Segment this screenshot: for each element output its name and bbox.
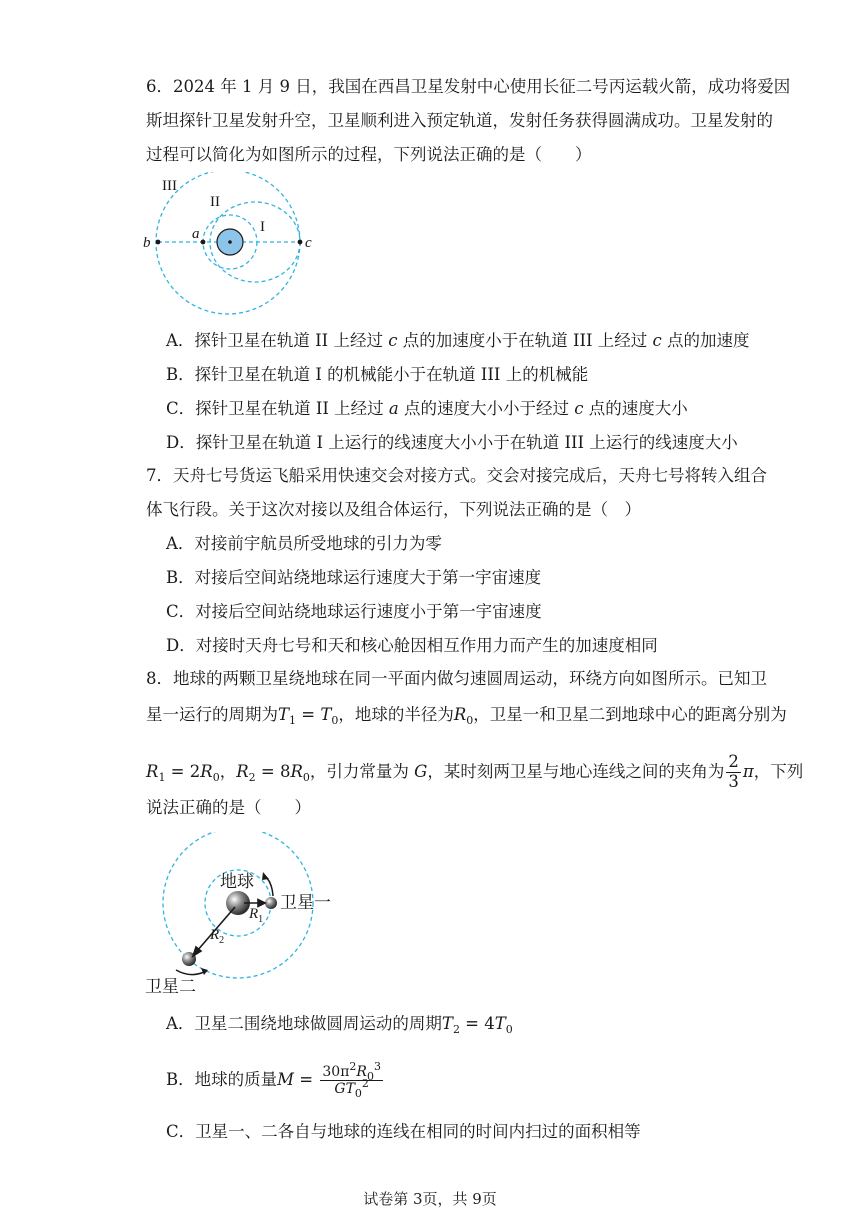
q7-option-c[interactable]: C．对接后空间站绕地球运行速度小于第一宇宙速度 <box>166 602 542 621</box>
q6-stem-line-3: 过程可以简化为如图所示的过程，下列说法正确的是（ ） <box>146 145 592 164</box>
q6-option-a[interactable]: A．探针卫星在轨道 II 上经过 c 点的加速度小于在轨道 III 上经过 c 点的加速度 <box>166 331 750 350</box>
label-sat2: 卫星二 <box>145 977 196 996</box>
sat2-direction-arrow <box>176 970 204 975</box>
label-earth: 地球 <box>220 872 254 891</box>
q6-stem-line-2: 斯坦探针卫星发射升空，卫星顺利进入预定轨道，发射任务获得圆满成功。卫星发射的 <box>146 111 773 130</box>
q8-stem-line-2: 星一运行的周期为$T_1 = T_0$，地球的半径为$R_0$，卫星一和卫星二到地球中心的距离分别为 <box>146 705 787 727</box>
angle-fraction: $\frac{2}{3}$ <box>728 752 739 791</box>
q8-option-a[interactable]: A．卫星二围绕地球做圆周运动的周期$T_2 = 4T_0$ <box>166 1014 513 1036</box>
q8-option-c[interactable]: C．卫星一、二各自与地球的连线在相同的时间内扫过的面积相等 <box>166 1122 641 1141</box>
label-point-a: a <box>192 226 200 242</box>
q6-option-d[interactable]: D．探针卫星在轨道 I 上运行的线速度大小小于在轨道 III 上运行的线速度大小 <box>166 433 738 452</box>
label-orbit-i: I <box>260 219 265 235</box>
point-a <box>201 240 206 245</box>
point-b <box>156 240 161 245</box>
q8-option-b[interactable]: B．地球的质量M = $\frac{30\pi^2R_0^3}{GT_0^2}$ <box>166 1059 381 1100</box>
page-footer: 试卷第 3页，共 9页 <box>363 1190 497 1208</box>
label-sat1: 卫星一 <box>280 893 331 912</box>
point-c <box>298 240 303 245</box>
label-r1: $R_1$ <box>249 906 264 925</box>
q6-option-c[interactable]: C．探针卫星在轨道 II 上经过 a 点的速度大小小于经过 c 点的速度大小 <box>166 399 688 418</box>
q7-option-b[interactable]: B．对接后空间站绕地球运行速度大于第一宇宙速度 <box>166 568 542 587</box>
q6-orbit-figure <box>140 172 330 322</box>
q7-stem-line-1: 7．天舟七号货运飞船采用快速交会对接方式。交会对接完成后，天舟七号将转入组合 <box>146 466 767 485</box>
label-orbit-ii: II <box>210 194 220 210</box>
label-point-b: b <box>143 235 151 251</box>
q8-stem-line-4: 说法正确的是（ ） <box>146 798 311 817</box>
label-orbit-iii: III <box>162 178 177 194</box>
mass-fraction: $\frac{30\pi^2R_0^3}{GT_0^2}$ <box>322 1059 381 1100</box>
label-point-c: c <box>305 235 312 251</box>
q6-stem-line-1: 6．2024 年 1 月 9 日，我国在西昌卫星发射中心使用长征二号丙运载火箭，成功将爱因 <box>146 77 791 96</box>
q6-option-b[interactable]: B．探针卫星在轨道 I 的机械能小于在轨道 III 上的机械能 <box>166 365 589 384</box>
q8-satellite-figure <box>140 832 370 1000</box>
q8-stem-line-3: $R_1 = 2R_0$，$R_2 = 8R_0$，引力常量为 G，某时刻两卫星与地心连线之间的夹角为 $\frac{2}{3}$ π，下列 <box>146 752 804 791</box>
q8-stem-line-1: 8．地球的两颗卫星绕地球在同一平面内做匀速圆周运动，环绕方向如图所示。已知卫 <box>146 669 767 688</box>
satellite-1-icon <box>265 897 277 909</box>
q7-option-a[interactable]: A．对接前宇航员所受地球的引力为零 <box>166 534 442 553</box>
label-r2: $R_2$ <box>210 927 225 946</box>
q7-option-d[interactable]: D．对接时天舟七号和天和核心舱因相互作用力而产生的加速度相同 <box>166 636 658 655</box>
q7-stem-line-2: 体飞行段。关于这次对接以及组合体运行，下列说法正确的是（ ） <box>146 500 641 519</box>
